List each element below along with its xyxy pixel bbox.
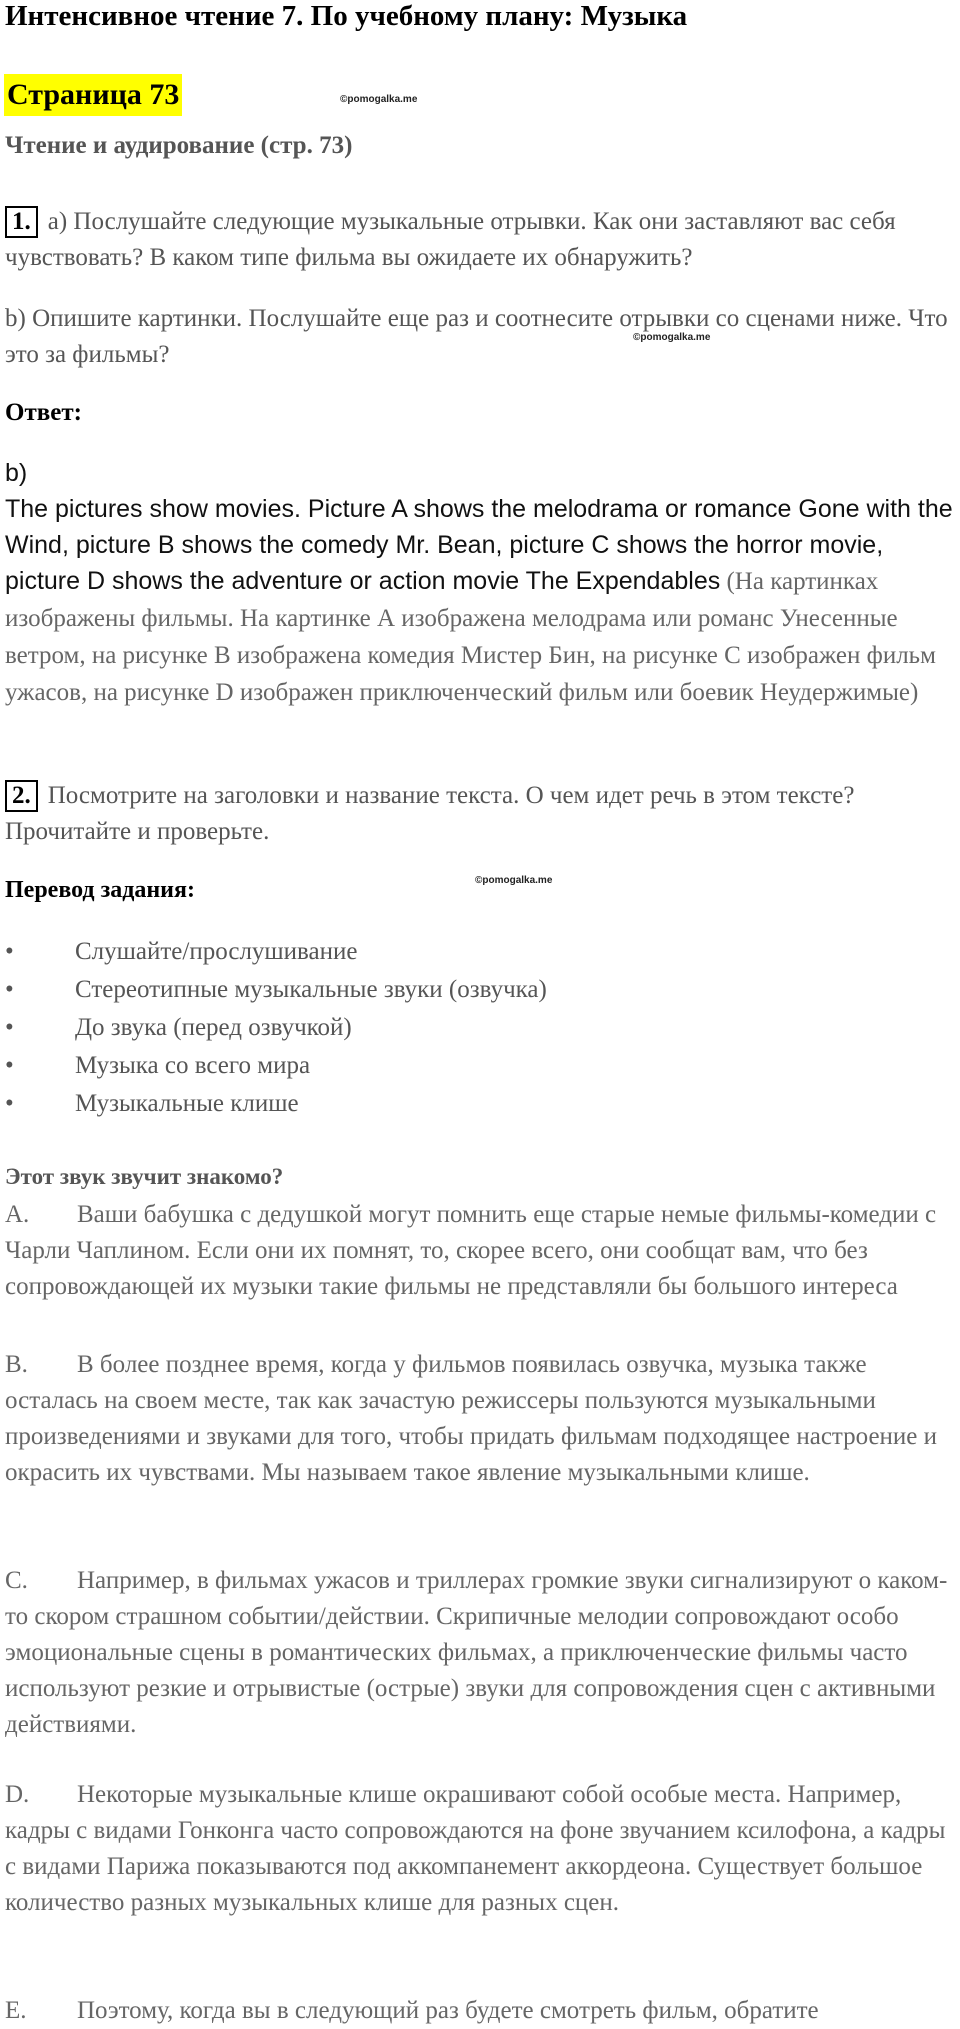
page-label: Страница 73 <box>4 74 182 116</box>
list-item: • Стереотипные музыкальные звуки (озвучка) <box>5 971 705 1009</box>
answer-text <box>5 491 955 711</box>
watermark: ©pomogalka.me <box>633 332 711 343</box>
task-1-part-a <box>5 204 955 276</box>
answer-russian: (На картинках изображены фильмы. На картинке А изображена мелодрама или романс Унесенные ветром, на рисунке В изображена комедия Мистер Бин, на рисунке С изображен фильм ужасов, на рисунке D изображен приключенческий фильм или боевик Неудержимые) <box>5 568 936 706</box>
paragraph-e: E. Поэтому, когда вы в следующий раз будете смотреть фильм, обратите <box>5 1993 955 2029</box>
paragraph-c: C. Например, в фильмах ужасов и триллерах громкие звуки сигнализируют о каком-то скором страшном событии/действии. Скрипичные мелодии сопровождают особо эмоциональные сцены в романтических фильмах, а приключенческие фильмы часто используют резкие и отрывистые (острые) звуки для сопровождения сцен с активными действиями. <box>5 1563 955 1743</box>
paragraph-label: D. <box>5 1781 30 1808</box>
list-item: • Музыкальные клише <box>5 1085 705 1123</box>
bullet-icon: • <box>5 938 14 965</box>
document-title: Интенсивное чтение 7. По учебному плану: Музыка <box>5 0 688 32</box>
watermark: ©pomogalka.me <box>475 875 553 886</box>
paragraph-label: C. <box>5 1567 28 1594</box>
paragraph-a: A. Ваши бабушка с дедушкой могут помнить еще старые немые фильмы-комедии с Чарли Чаплином. Если они их помнят, то, скорее всего, они сообщат вам, что без сопровождающей их музыки такие фильмы не представляли бы большого интереса <box>5 1197 955 1305</box>
list-item: • Музыка со всего мира <box>5 1047 705 1085</box>
list-item: • До звука (перед озвучкой) <box>5 1009 705 1047</box>
answer-label: Ответ: <box>5 399 82 426</box>
translation-label: Перевод задания: <box>5 877 195 903</box>
paragraph-label: B. <box>5 1351 28 1378</box>
paragraph-label: E. <box>5 1997 27 2024</box>
bullet-icon: • <box>5 1052 14 1079</box>
task-2-text: Посмотрите на заголовки и название текста. О чем идет речь в этом тексте? Прочитайте и проверьте. <box>5 782 855 845</box>
paragraph-b: B. В более позднее время, когда у фильмов появилась озвучка, музыка также осталась на своем месте, так как зачастую режиссеры пользуются музыкальными произведениями и звуками для того, чтобы придать фильмам подходящее настроение и окрасить их чувствами. Мы называем такое явление музыкальными клише. <box>5 1347 955 1491</box>
text-heading: Этот звук звучит знакомо? <box>5 1164 284 1189</box>
bullet-icon: • <box>5 1090 14 1117</box>
task-number-1: 1. <box>5 206 38 238</box>
bullet-icon: • <box>5 1014 14 1041</box>
paragraph-d: D. Некоторые музыкальные клише окрашивают собой особые места. Например, кадры с видами Гонконга часто сопровождаются на фоне звучанием ксилофона, а кадры с видами Парижа показываются под аккомпанемент аккордеона. Существует большое количество разных музыкальных клише для разных сцен. <box>5 1777 955 1921</box>
list-item: • Слушайте/прослушивание <box>5 933 705 971</box>
task-2 <box>5 778 955 850</box>
paragraph-label: A. <box>5 1201 30 1228</box>
answer-english: The pictures show movies. Picture A shows the melodrama or romance Gone with the Wind, picture B shows the comedy Mr. Bean, picture C shows the horror movie, picture D shows the adventure or action movie The Expendables <box>5 495 953 595</box>
bullet-icon: • <box>5 976 14 1003</box>
task-1-part-b: b) Опишите картинки. Послушайте еще раз и соотнесите отрывки со сценами ниже. Что это за фильмы? <box>5 305 948 368</box>
watermark: ©pomogalka.me <box>340 94 418 105</box>
translation-list <box>5 933 705 1123</box>
task-number-2: 2. <box>5 780 38 812</box>
answer-letter: b) <box>5 459 28 487</box>
section-title: Чтение и аудирование (стр. 73) <box>5 132 353 159</box>
task-1-part-a-text: а) Послушайте следующие музыкальные отрывки. Как они заставляют вас себя чувствовать? В каком типе фильма вы ожидаете их обнаружить? <box>5 208 896 271</box>
